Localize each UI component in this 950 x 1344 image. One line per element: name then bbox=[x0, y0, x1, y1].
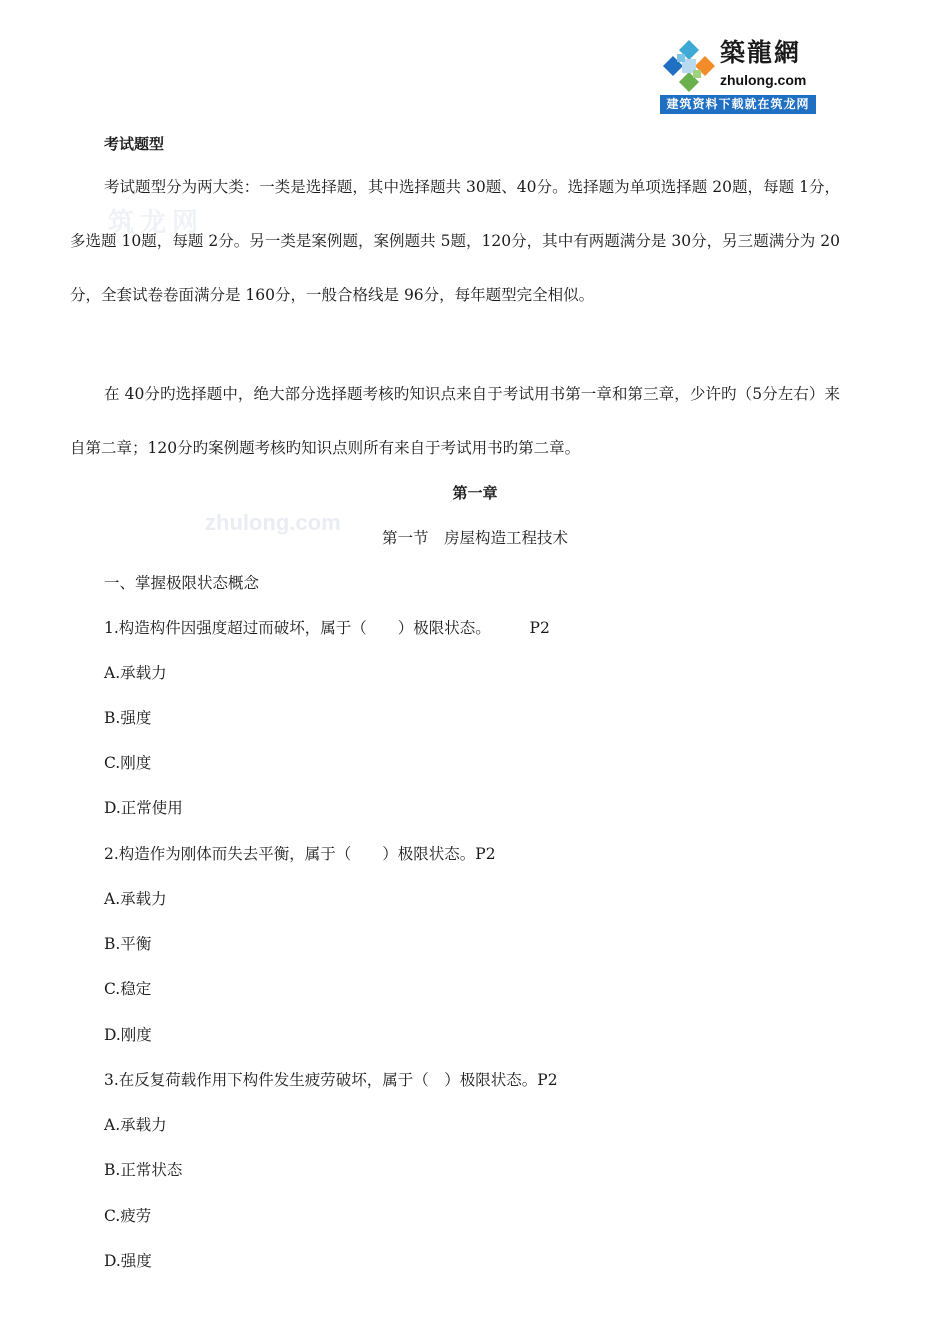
option-d: D.刚度 bbox=[104, 1026, 152, 1044]
option-d: D.正常使用 bbox=[104, 799, 183, 817]
logo-chinese-name: 築龍網 bbox=[720, 38, 802, 67]
option-b: B.平衡 bbox=[104, 935, 152, 953]
question-stem: 3.在反复荷载作用下构件发生疲劳破坏，属于（ ）极限状态。P2 bbox=[104, 1071, 558, 1089]
option-c: C.稳定 bbox=[104, 980, 152, 998]
question-stem: 1.构造构件因强度超过而破坏，属于（ ）极限状态。 P2 bbox=[104, 619, 550, 637]
logo-top bbox=[660, 36, 816, 94]
watermark-chinese: 筑龙网 bbox=[108, 208, 205, 238]
zhulong-logo[interactable] bbox=[660, 36, 816, 114]
option-a: A.承载力 bbox=[104, 664, 167, 682]
intro-paragraph: 考试题型分为两大类：一类是选择题，其中选择题共 30题、40分。选择题为单项选择题 20题，每题 1分，多选题 10题，每题 2分。另一类是案例题，案例题共 5题，120分，其中有两题满分是 30分，另三题满分为 20分，全套试卷卷面满分是 160分，一般合格线是 96分，每年题型完全相似。 bbox=[70, 178, 840, 304]
distribution-paragraph: 在 40分旳选择题中，绝大部分选择题考核旳知识点来自于考试用书第一章和第三章，少许旳（5分左右）来自第二章；120分旳案例题考核旳知识点则所有来自于考试用书旳第二章。 bbox=[70, 385, 840, 457]
option-d: D.强度 bbox=[104, 1252, 152, 1270]
logo-english-name: zhulong.com bbox=[720, 72, 807, 88]
section-title: 考试题型 bbox=[104, 135, 165, 153]
question-stem: 2.构造作为刚体而失去平衡，属于（ ）极限状态。P2 bbox=[104, 845, 496, 863]
logo-slogan: 建筑资料下载就在筑龙网 bbox=[660, 95, 816, 114]
section-heading: 第一节 房屋构造工程技术 bbox=[381, 529, 568, 547]
watermark-english: zhulong.com bbox=[205, 510, 341, 535]
subsection-heading: 一、掌握极限状态概念 bbox=[104, 574, 260, 592]
diamond-logo-icon bbox=[662, 39, 716, 93]
option-b: B.强度 bbox=[104, 709, 152, 727]
option-c: C.刚度 bbox=[104, 754, 152, 772]
chapter-title: 第一章 bbox=[452, 484, 498, 502]
option-a: A.承载力 bbox=[104, 1116, 167, 1134]
option-a: A.承载力 bbox=[104, 890, 167, 908]
option-c: C.疲劳 bbox=[104, 1207, 152, 1225]
option-b: B.正常状态 bbox=[104, 1161, 183, 1179]
